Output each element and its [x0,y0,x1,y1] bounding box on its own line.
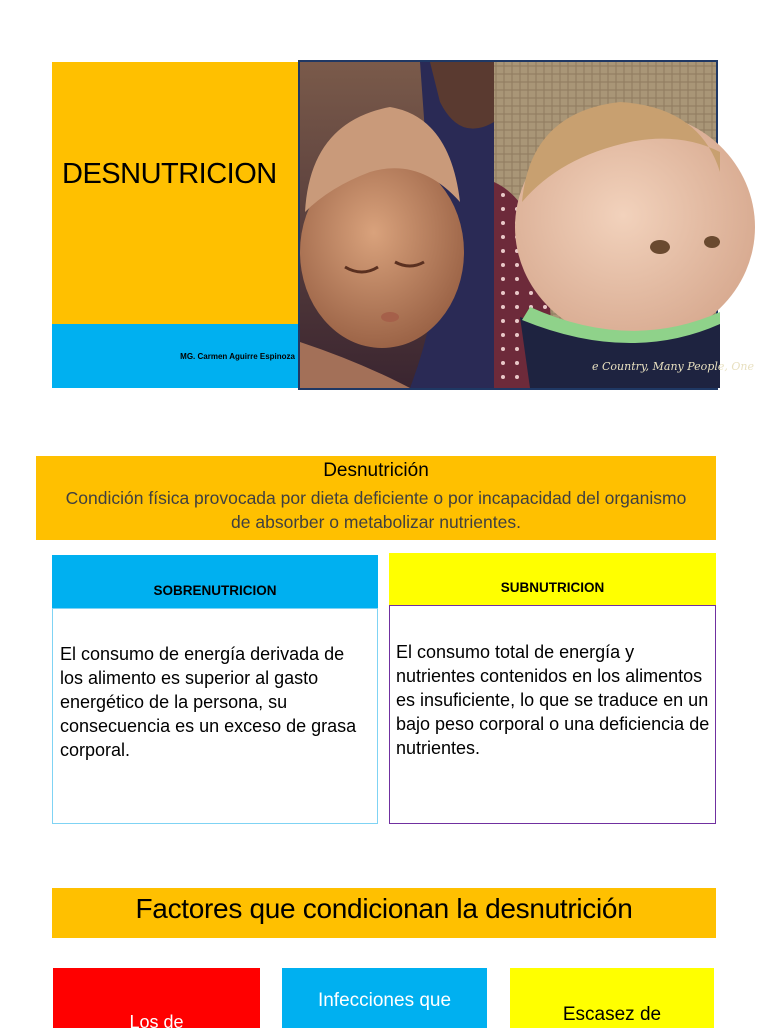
factor-text-yellow: Escasez de [562,1004,662,1025]
factor-text-blue: Infecciones que [317,990,452,1011]
cover-photo [298,60,754,390]
undernutrition-text: El consumo total de energía y nutrientes contenidos en los alimentos es insuficiente, lo que se traduce en un bajo peso corporal o una deficiencia de nutrientes. [396,642,710,758]
shirt-text: e Country, Many People, One [592,360,754,373]
factor-text-red: Los de [129,1012,184,1032]
author-name: MG. Carmen Aguirre Espinoza [180,351,295,361]
cover-author [52,324,298,388]
definition-title: Desnutrición [323,460,429,481]
overnutrition-text: El consumo de energía derivada de los alimento es superior al gasto energético de la persona, su consecuencia es un exceso de grasa corporal. [60,644,357,760]
cover-title: DESNUTRICION [62,158,277,190]
overnutrition-label: SOBRENUTRICION [153,583,277,598]
definition-banner [36,456,716,540]
undernutrition-label: SUBNUTRICION [500,580,605,595]
factors-title: Factores que condicionan la desnutrición [135,893,633,924]
cover-title-block [52,62,298,324]
definition-text: Condición física provocada por dieta deficiente o por incapacidad del organismo de absorber o metabolizar nutrientes. [65,488,687,532]
overnutrition-header [52,555,378,608]
undernutrition-header [389,553,716,605]
children-photo [300,62,754,388]
